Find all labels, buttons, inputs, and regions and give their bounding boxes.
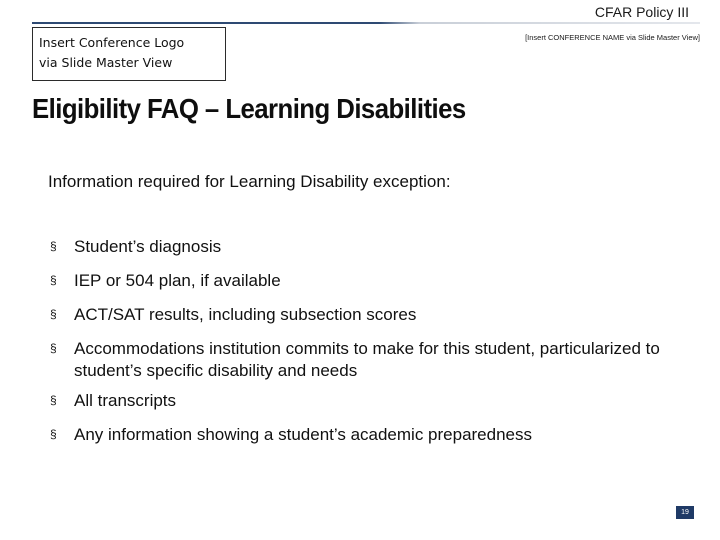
- bullet-text: Accommodations institution commits to make for this student, particularized to student’s specific disability and needs: [74, 339, 660, 380]
- policy-label: CFAR Policy III: [594, 4, 689, 20]
- bullet-text: ACT/SAT results, including subsection scores: [74, 305, 417, 324]
- bullet-list: [50, 236, 670, 458]
- intro-text: Information required for Learning Disability exception:: [48, 172, 451, 191]
- slide-title: Eligibility FAQ – Learning Disabilities: [32, 93, 466, 124]
- bullet-marker-icon: §: [50, 239, 57, 253]
- bullet-item: [50, 338, 670, 382]
- bullet-marker-icon: §: [50, 393, 57, 407]
- logo-placeholder: [32, 27, 226, 81]
- bullet-marker-icon: §: [50, 273, 57, 287]
- bullet-marker-icon: §: [50, 427, 57, 441]
- bullet-item: [50, 236, 670, 258]
- bullet-item: [50, 270, 670, 292]
- bullet-item: [50, 424, 670, 446]
- bullet-text: Student’s diagnosis: [74, 237, 222, 256]
- bullet-text: All transcripts: [74, 391, 177, 410]
- logo-placeholder-line-2: via Slide Master View: [39, 55, 173, 70]
- conference-name: [Insert CONFERENCE NAME via Slide Master View]: [525, 33, 700, 42]
- bullet-marker-icon: §: [50, 341, 57, 355]
- bullet-text: Any information showing a student’s academic preparedness: [74, 425, 533, 444]
- bullet-item: [50, 390, 670, 412]
- logo-placeholder-line-1: Insert Conference Logo: [39, 35, 185, 50]
- bullet-marker-icon: §: [50, 307, 57, 321]
- page-number-badge: 19: [676, 506, 694, 519]
- header-rule: [32, 22, 700, 24]
- bullet-item: [50, 304, 670, 326]
- bullet-text: IEP or 504 plan, if available: [74, 271, 281, 290]
